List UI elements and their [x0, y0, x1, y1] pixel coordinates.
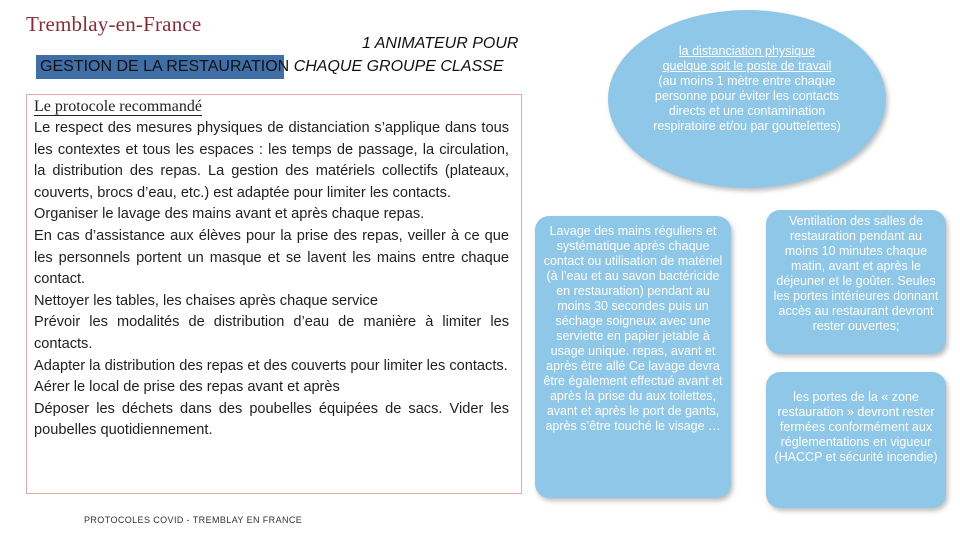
footer-text: PROTOCOLES COVID - TREMBLAY EN FRANCE — [84, 515, 303, 525]
title-banner-label: GESTION DE LA RESTAURATION — [40, 58, 290, 75]
protocol-paragraph: Déposer les déchets dans des poubelles équipées de sacs. Vider les poubelles quotidiennement. — [34, 400, 509, 439]
logo: Tremblay-en-France — [26, 12, 202, 36]
distance-underlined-line-2: quelque soit le poste de travail — [662, 59, 832, 73]
protocol-paragraph: Nettoyer les tables, les chaises après chaque service — [34, 292, 378, 309]
protocol-heading: Le protocole recommandé — [34, 98, 202, 115]
distance-bubble — [608, 10, 886, 188]
protocol-paragraph: Prévoir les modalités de distribution d’eau de manière à limiter les contacts. — [34, 314, 509, 352]
title-group-label: CHAQUE GROUPE CLASSE — [293, 58, 504, 75]
ventilation-panel — [766, 210, 946, 354]
doors-panel — [766, 372, 946, 508]
handwashing-panel — [535, 216, 731, 498]
protocol-paragraph: En cas d’assistance aux élèves pour la prise des repas, veiller à ce que les personnels portent un masque et se lavent les mains entre chaque contact. — [34, 227, 509, 288]
protocol-paragraph: Le respect des mesures physiques de distanciation s’applique dans tous les contextes et tous les espaces : les temps de passage, la circulation, la distribution des repas. La gestion des matériels collectifs (plateaux, couverts, brocs d’eau, etc.) est adaptée pour limiter les contacts. — [34, 120, 509, 201]
handwashing-text: Lavage des mains réguliers et systématique après chaque contact ou utilisation de matériel (à l’eau et au savon bactéricide en restauration) pendant au moins 30 secondes puis un séchage soigneux avec une serviette en papier jetable à usage unique. repas, avant et après être allé Ce lavage devra être également effectué avant et après la prise du aux toilettes, avant et après le port de gants, après s’être touché le visage … — [543, 224, 723, 433]
protocol-paragraph: Adapter la distribution des repas et des couverts pour limiter les contacts. — [34, 357, 508, 374]
protocol-paragraph: Aérer le local de prise des repas avant et après — [34, 379, 340, 396]
distance-body: (au moins 1 mètre entre chaque personne pour éviter les contacts directs et une contamination respiratoire et/ou par gouttelettes) — [653, 74, 841, 133]
title-line-2 — [40, 58, 504, 76]
protocol-text — [34, 118, 509, 442]
protocol-paragraph: Organiser le lavage des mains avant et après chaque repas. — [34, 206, 425, 223]
title-line-1: 1 ANIMATEUR POUR — [362, 35, 519, 52]
ventilation-text: Ventilation des salles de restauration pendant au moins 10 minutes chaque matin, avant et après le déjeuner et le goûter. Seules les portes intérieures donnant accès au restaurant devront rester ouvertes; — [773, 214, 939, 333]
doors-text: les portes de la « zone restauration » devront rester fermées conformément aux réglementations en vigueur (HACCP et sécurité incendie) — [774, 390, 938, 464]
distance-underlined-line-1: la distanciation physique — [678, 44, 816, 58]
